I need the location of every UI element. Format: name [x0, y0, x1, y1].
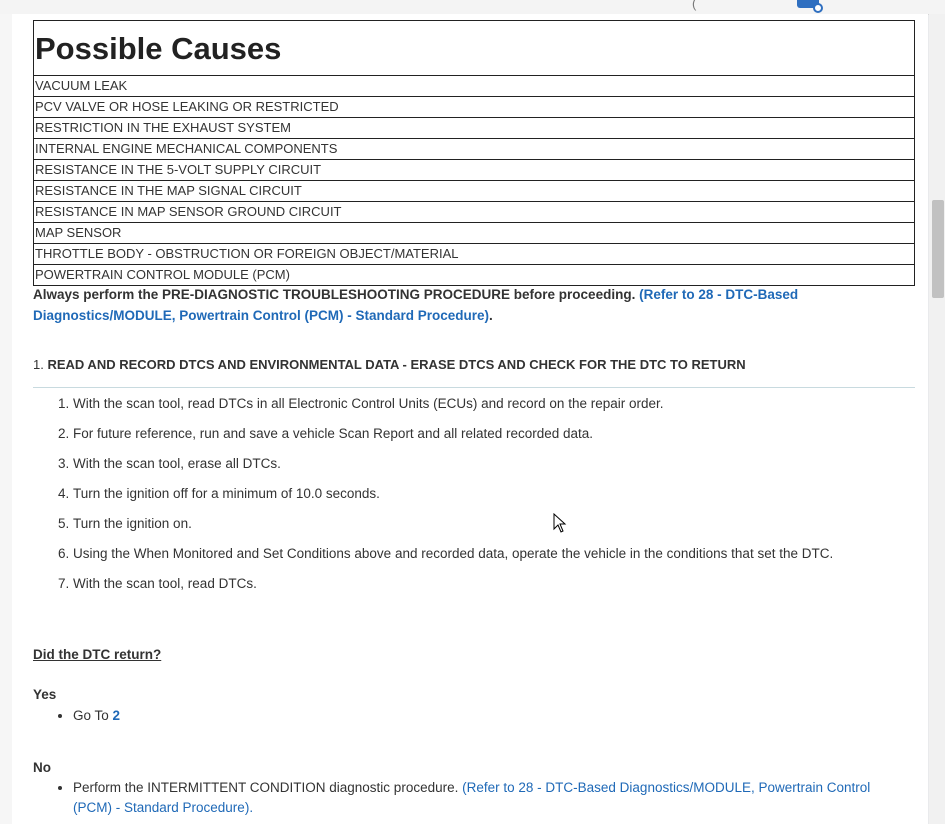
cause-row: INTERNAL ENGINE MECHANICAL COMPONENTS — [34, 139, 915, 160]
step-1-title: READ AND RECORD DTCS AND ENVIRONMENTAL DATA - ERASE DTCS AND CHECK FOR THE DTC TO RETURN — [47, 357, 746, 372]
yes-item — [73, 706, 120, 726]
cause-row: PCV VALVE OR HOSE LEAKING OR RESTRICTED — [34, 97, 915, 118]
instruction-item: 7. With the scan tool, read DTCs. — [73, 573, 833, 603]
cause-row: RESISTANCE IN THE MAP SIGNAL CIRCUIT — [34, 181, 915, 202]
cause-row: RESISTANCE IN THE 5-VOLT SUPPLY CIRCUIT — [34, 160, 915, 181]
possible-causes-table — [33, 20, 915, 286]
no-item — [73, 778, 915, 818]
intermittent-condition-text: Perform the INTERMITTENT CONDITION diagnostic procedure. — [73, 780, 459, 795]
yes-list — [33, 706, 120, 726]
step-1-number: 1. — [33, 357, 44, 372]
step-1-heading — [33, 357, 746, 372]
pre-diagnostic-text: Always perform the PRE-DIAGNOSTIC TROUBLESHOOTING PROCEDURE before proceeding. — [33, 287, 636, 302]
no-label: No — [33, 760, 51, 775]
toolbar-partial-icon: ( — [692, 0, 697, 11]
step-divider — [33, 387, 915, 388]
possible-causes-title: Possible Causes — [34, 21, 915, 76]
top-toolbar — [0, 0, 945, 15]
intermittent-link-part2[interactable]: (PCM) - Standard Procedure) — [73, 800, 250, 815]
cause-row: MAP SENSOR — [34, 223, 915, 244]
instruction-item: 4. Turn the ignition off for a minimum of 10.0 seconds. — [73, 483, 833, 513]
step-1-instructions — [33, 393, 833, 603]
instruction-item: 2. For future reference, run and save a vehicle Scan Report and all related recorded data. — [73, 423, 833, 453]
instruction-item: 5. Turn the ignition on. — [73, 513, 833, 543]
instruction-item: 3. With the scan tool, erase all DTCs. — [73, 453, 833, 483]
left-margin — [0, 14, 12, 824]
cause-row: THROTTLE BODY - OBSTRUCTION OR FOREIGN OBJECT/MATERIAL — [34, 244, 915, 265]
cause-row: RESISTANCE IN MAP SENSOR GROUND CIRCUIT — [34, 202, 915, 223]
pre-diagnostic-note — [33, 284, 913, 326]
intermittent-link-part1[interactable]: (Refer to 28 - DTC-Based Diagnostics/MODULE, Powertrain Control — [462, 780, 871, 795]
cause-row: RESTRICTION IN THE EXHAUST SYSTEM — [34, 118, 915, 139]
pre-diagnostic-suffix: . — [489, 308, 493, 323]
cause-row: VACUUM LEAK — [34, 76, 915, 97]
no-list — [33, 778, 915, 818]
add-document-icon[interactable] — [797, 0, 819, 8]
dtc-return-question: Did the DTC return? — [33, 647, 162, 662]
pre-diagnostic-link-part1[interactable]: (Refer to 28 - DTC-Based — [639, 287, 799, 302]
instruction-item: 1. With the scan tool, read DTCs in all Electronic Control Units (ECUs) and record on the repair order. — [73, 393, 833, 423]
scrollbar-track[interactable] — [929, 14, 945, 824]
scrollbar-thumb[interactable] — [932, 200, 944, 298]
mouse-pointer-icon — [553, 513, 567, 533]
pre-diagnostic-link-part2[interactable]: Diagnostics/MODULE, Powertrain Control (PCM) - Standard Procedure) — [33, 308, 490, 323]
instruction-item: 6. Using the When Monitored and Set Conditions above and recorded data, operate the vehicle in the conditions that set the DTC. — [73, 543, 833, 573]
yes-label: Yes — [33, 687, 57, 702]
intermittent-link-suffix: . — [249, 800, 254, 815]
goto-text: Go To — [73, 708, 109, 723]
cause-row: POWERTRAIN CONTROL MODULE (PCM) — [34, 265, 915, 286]
goto-step-2-link[interactable]: 2 — [112, 708, 121, 723]
